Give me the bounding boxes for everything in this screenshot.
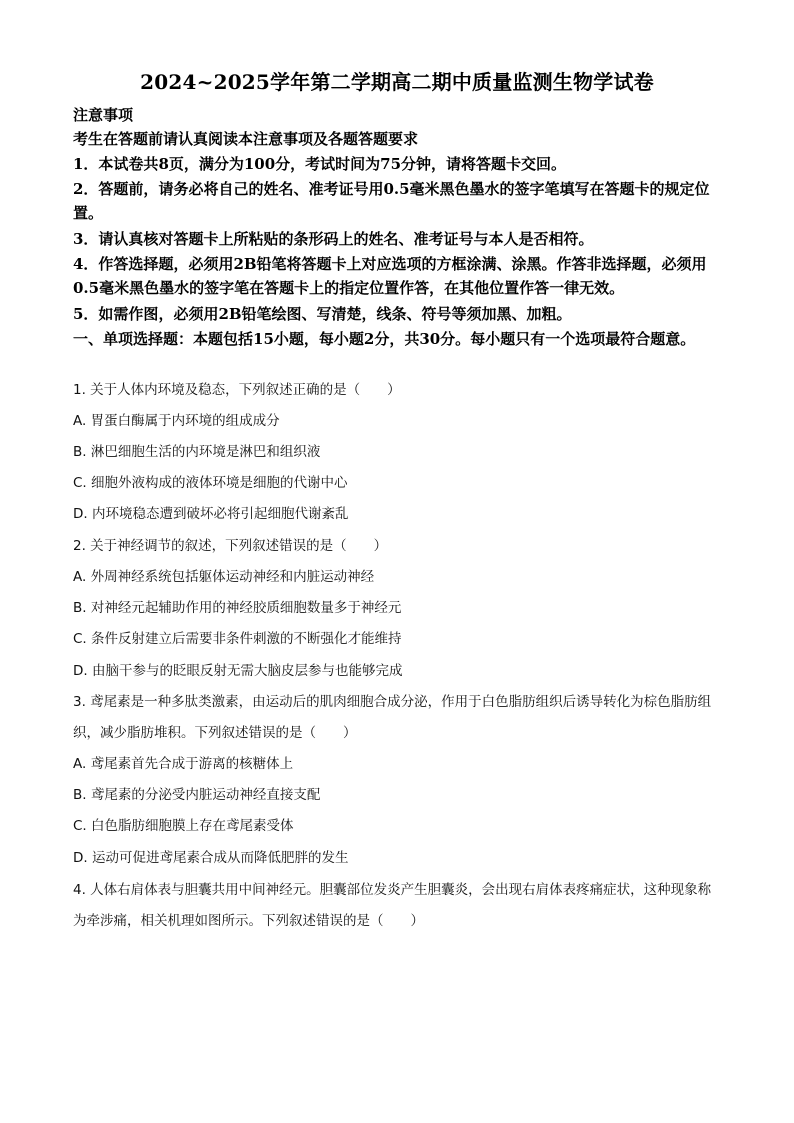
question-1-stem: 1. 关于人体内环境及稳态，下列叙述正确的是（ ） xyxy=(73,382,401,398)
notice-item-5: 5．如需作图，必须用2B铅笔绘图、写清楚，线条、符号等须加黑、加粗。 xyxy=(73,305,572,323)
question-2-option-c: C. 条件反射建立后需要非条件刺激的不断强化才能维持 xyxy=(73,631,402,647)
notice-intro: 考生在答题前请认真阅读本注意事项及各题答题要求 xyxy=(73,130,419,148)
question-2-option-d: D. 由脑干参与的眨眼反射无需大脑皮层参与也能够完成 xyxy=(73,663,403,679)
question-1-option-c: C. 细胞外液构成的液体环境是细胞的代谢中心 xyxy=(73,475,348,491)
question-3-option-a: A. 鸢尾素首先合成于游离的核糖体上 xyxy=(73,756,294,772)
question-2-option-b: B. 对神经元起辅助作用的神经胶质细胞数量多于神经元 xyxy=(73,600,402,616)
notice-item-2: 2．答题前，请务必将自己的姓名、准考证号用0.5毫米黑色墨水的签字笔填写在答题卡的规定位置。 xyxy=(73,180,710,222)
question-3-option-c: C. 白色脂肪细胞膜上存在鸢尾素受体 xyxy=(73,818,294,834)
question-2-stem: 2. 关于神经调节的叙述，下列叙述错误的是（ ） xyxy=(73,538,388,554)
question-1-option-a: A. 胃蛋白酶属于内环境的组成成分 xyxy=(73,413,280,429)
question-1-option-d: D. 内环境稳态遭到破坏必将引起细胞代谢紊乱 xyxy=(73,506,349,522)
question-3-stem: 3. 鸢尾素是一种多肽类激素，由运动后的肌肉细胞合成分泌，作用于白色脂肪组织后诱导转化为棕色脂肪组织，减少脂肪堆积。下列叙述错误的是（ ） xyxy=(73,694,712,741)
notice-item-3: 3．请认真核对答题卡上所粘贴的条形码上的姓名、准考证号与本人是否相符。 xyxy=(73,230,594,248)
section-heading: 一、单项选择题：本题包括15小题，每小题2分，共30分。每小题只有一个选项最符合题意。 xyxy=(73,330,696,348)
question-1-option-b: B. 淋巴细胞生活的内环境是淋巴和组织液 xyxy=(73,444,321,460)
page-title: 2024~2025学年第二学期高二期中质量监测生物学试卷 xyxy=(140,70,654,94)
question-3-option-d: D. 运动可促进鸢尾素合成从而降低肥胖的发生 xyxy=(73,850,349,866)
question-3-option-b: B. 鸢尾素的分泌受内脏运动神经直接支配 xyxy=(73,787,321,803)
question-4-stem: 4. 人体右肩体表与胆囊共用中间神经元。胆囊部位发炎产生胆囊炎，会出现右肩体表疼痛症状，这种现象称为牵涉痛，相关机理如图所示。下列叙述错误的是（ ） xyxy=(73,882,712,929)
notice-item-1: 1．本试卷共8页，满分为100分，考试时间为75分钟，请将答题卡交回。 xyxy=(73,155,567,173)
question-2-option-a: A. 外周神经系统包括躯体运动神经和内脏运动神经 xyxy=(73,569,375,585)
notice-heading: 注意事项 xyxy=(73,106,134,124)
notice-item-4: 4．作答选择题，必须用2B铅笔将答题卡上对应选项的方框涂满、涂黑。作答非选择题，必须用0.5毫米黑色墨水的签字笔在答题卡上的指定位置作答，在其他位置作答一律无效。 xyxy=(73,255,707,297)
